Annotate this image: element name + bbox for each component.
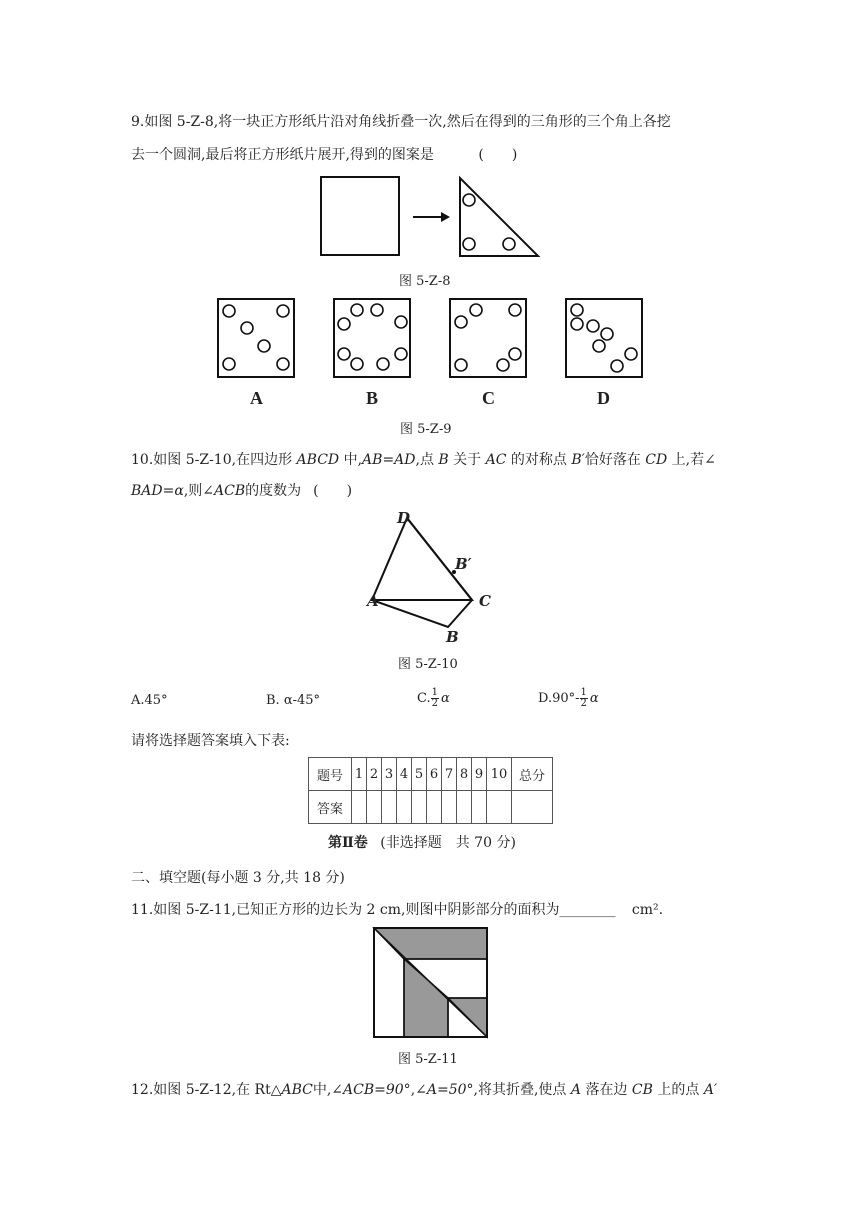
q10-var-ac: AC [485, 452, 507, 468]
option-d-prefix: D.90°- [538, 691, 580, 706]
q9-line1: 9.如图 5-Z-8,将一块正方形纸片沿对角线折叠一次,然后在得到的三角形的三个角上各挖 [131, 114, 671, 130]
q12-text: 落在边 [581, 1082, 632, 1098]
fig-5-z-9-caption: 图 5-Z-9 [400, 422, 452, 437]
section-2-title [328, 834, 516, 852]
table-row [309, 758, 553, 791]
total-cell[interactable] [512, 791, 553, 824]
q10-text: ,点 [415, 452, 439, 468]
q9-line2 [131, 146, 517, 164]
fig-label-b: B [446, 628, 459, 646]
q10-line1 [131, 451, 716, 469]
fig-label-bprime: B′ [455, 555, 472, 573]
fig-label-c: C [479, 592, 491, 610]
q10-answer-paren: ( ) [313, 483, 353, 499]
answer-cell[interactable] [352, 791, 367, 824]
option-b-square [334, 299, 410, 377]
q9-option-figures [217, 298, 645, 380]
option-b-label: B [366, 388, 379, 408]
option-a-label: A [250, 388, 263, 408]
table-cell: 2 [367, 758, 382, 791]
q11-answer-blank[interactable]: ________ [559, 902, 616, 918]
half-fraction: $\frac{1}{2}$ [580, 687, 587, 709]
hole-circle [503, 238, 515, 250]
table-row [309, 791, 553, 824]
q10-var-acb: ACB [214, 483, 246, 499]
q10-text: 上,若∠ [667, 452, 716, 468]
row-header: 答案 [309, 791, 352, 824]
table-cell: 6 [427, 758, 442, 791]
option-a-square [218, 299, 294, 377]
answer-table [308, 757, 553, 824]
answer-cell[interactable] [487, 791, 512, 824]
q10-text: 的对称点 [506, 452, 572, 468]
section-2-title-rest: (非选择题 共 70 分) [380, 835, 516, 851]
q12-text: ,将其折叠,使点 [473, 1082, 571, 1098]
table-cell: 5 [412, 758, 427, 791]
answer-cell[interactable] [382, 791, 397, 824]
q9-answer-paren: ( ) [478, 147, 518, 163]
q11-text [131, 901, 663, 919]
q10-option-c [417, 688, 450, 709]
answer-cell[interactable] [427, 791, 442, 824]
q12-var-point-a: A [570, 1082, 582, 1098]
table-cell: 1 [352, 758, 367, 791]
q12-var-aprime: A′ [703, 1082, 718, 1098]
fig-5-z-10-caption: 图 5-Z-10 [398, 657, 458, 672]
section-2-heading: 二、填空题(每小题 3 分,共 18 分) [131, 870, 345, 886]
arrow-head [441, 212, 450, 222]
q12-text: 上的点 [652, 1082, 704, 1098]
answer-cell[interactable] [397, 791, 412, 824]
q9-line2-text: 去一个圆洞,最后将正方形纸片展开,得到的图案是 [131, 147, 434, 163]
q10-var-bprime: B′ [571, 452, 585, 468]
answer-cell[interactable] [412, 791, 427, 824]
table-cell: 7 [442, 758, 457, 791]
table-cell: 4 [397, 758, 412, 791]
option-c-label: C [482, 388, 495, 408]
q12-var-a: A=50° [426, 1082, 474, 1098]
q12-text: 12.如图 5-Z-12,在 Rt△ [131, 1082, 282, 1098]
q10-option-d [538, 688, 599, 709]
q10-option-b: B. α-45° [266, 693, 321, 708]
q10-var-cd: CD [645, 452, 668, 468]
q10-var-ab-ad: AB=AD [362, 452, 416, 468]
fig-5-z-11-caption: 图 5-Z-11 [398, 1052, 458, 1067]
total-header: 总分 [512, 758, 553, 791]
q11-unit: cm². [631, 902, 664, 918]
q11-shaded-square-figure [373, 927, 489, 1039]
q12-var-abc: ABC [281, 1082, 313, 1098]
q10-text: 关于 [448, 452, 486, 468]
triangle-shape [460, 178, 538, 256]
q10-var-b: B [438, 452, 449, 468]
q12-text: ,∠ [410, 1082, 427, 1098]
q12-var-acb: ACB=90° [343, 1082, 411, 1098]
answer-cell[interactable] [457, 791, 472, 824]
q10-text: ,则∠ [183, 483, 214, 499]
q10-var-abcd: ABCD [296, 452, 340, 468]
fig-label-a: A [367, 592, 379, 610]
fig-label-d: D [397, 509, 411, 527]
q10-quadrilateral-figure [360, 508, 500, 648]
option-d-label: D [597, 388, 610, 408]
table-cell: 8 [457, 758, 472, 791]
table-cell: 3 [382, 758, 397, 791]
option-c-prefix: C. [417, 691, 431, 706]
q10-var-bad: BAD=α [131, 483, 184, 499]
q10-line2 [131, 482, 352, 500]
half-fraction: $\frac{1}{2}$ [431, 687, 438, 709]
option-c-square [450, 299, 526, 377]
hole-circle [463, 238, 475, 250]
answer-cell[interactable] [472, 791, 487, 824]
fig-5-z-8-caption: 图 5-Z-8 [399, 274, 451, 289]
answer-cell[interactable] [442, 791, 457, 824]
q12-var-cb: CB [631, 1082, 653, 1098]
row-header: 题号 [309, 758, 352, 791]
option-c-suffix: α [441, 691, 450, 706]
hole-circle [463, 194, 475, 206]
option-d-square [566, 299, 642, 377]
q12-line1 [131, 1081, 717, 1099]
table-cell: 9 [472, 758, 487, 791]
q10-text: 中, [339, 452, 363, 468]
q10-text: 10.如图 5-Z-10,在四边形 [131, 452, 297, 468]
q10-option-a: A.45° [131, 693, 168, 708]
q11-text-body: 11.如图 5-Z-11,已知正方形的边长为 2 cm,则图中阴影部分的面积为 [131, 902, 560, 918]
q9-fold-figure [320, 176, 542, 260]
answer-cell[interactable] [367, 791, 382, 824]
q10-text: 的度数为 [245, 483, 302, 499]
answer-table-intro: 请将选择题答案填入下表: [131, 733, 290, 749]
q10-text: 恰好落在 [584, 452, 646, 468]
section-2-title-bold: 第Ⅱ卷 [328, 835, 368, 851]
table-cell: 10 [487, 758, 512, 791]
q12-text: 中,∠ [312, 1082, 344, 1098]
option-d-suffix: α [589, 691, 599, 706]
square-shape [321, 177, 399, 255]
